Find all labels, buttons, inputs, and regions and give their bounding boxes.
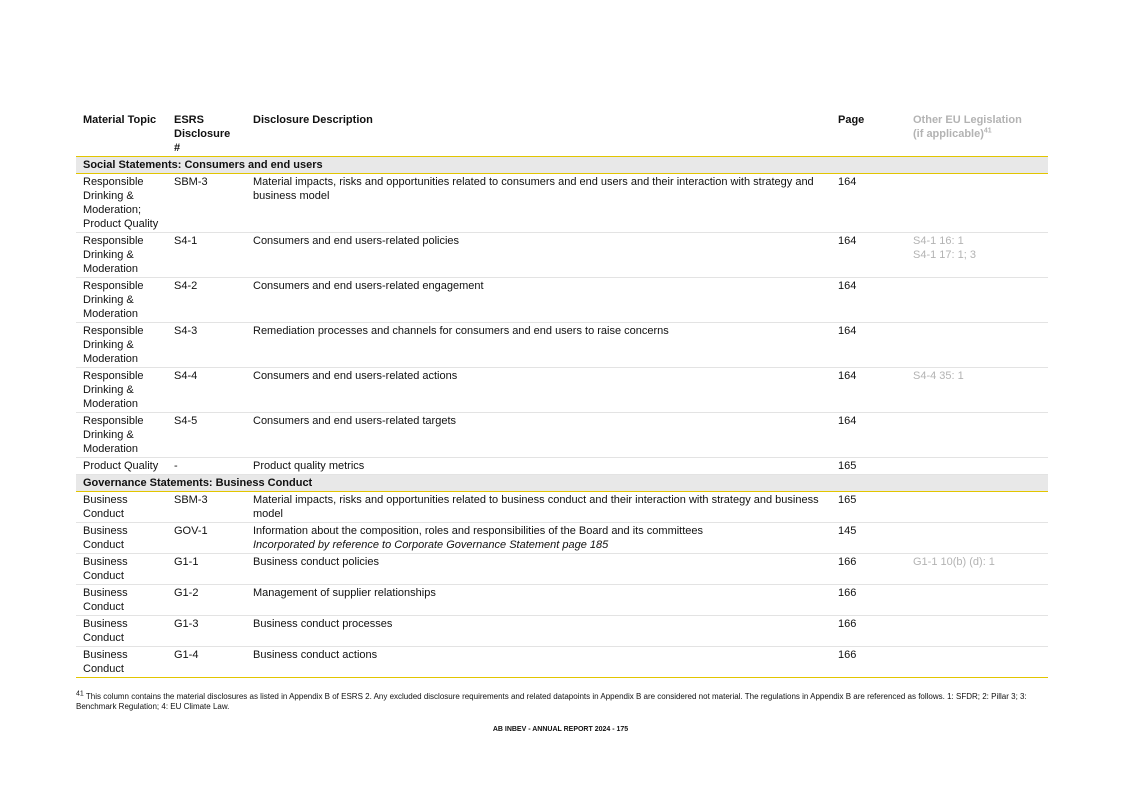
topic-line: Business <box>83 649 128 661</box>
header-page: Page <box>838 114 865 126</box>
description-text: Consumers and end users-related engagement <box>253 280 484 292</box>
table-header-row <box>76 112 1048 157</box>
disclosure-table <box>76 112 1048 678</box>
table-row <box>76 554 1048 585</box>
cell-material-topic <box>76 278 167 323</box>
topic-line: Product Quality <box>83 460 159 472</box>
cell-material-topic <box>76 554 167 585</box>
cell-esrs-code: S4-5 <box>167 413 246 458</box>
cell-other-legislation <box>906 174 1048 233</box>
description-text: Material impacts, risks and opportunities related to business conduct and their interaction with strategy and business model <box>253 494 819 520</box>
other-legislation-line: S4-1 16: 1 <box>913 235 964 247</box>
cell-material-topic <box>76 323 167 368</box>
section-header-row <box>76 475 1048 492</box>
cell-other-legislation <box>906 616 1048 647</box>
cell-description <box>246 413 831 458</box>
cell-page: 166 <box>831 554 906 585</box>
cell-page: 164 <box>831 323 906 368</box>
cell-other-legislation <box>906 647 1048 678</box>
cell-material-topic <box>76 647 167 678</box>
topic-line: Business <box>83 618 128 630</box>
cell-page: 164 <box>831 368 906 413</box>
topic-line: Business <box>83 494 128 506</box>
topic-line: Conduct <box>83 539 124 551</box>
header-other-line1: Other EU Legislation <box>913 114 1022 126</box>
topic-line: Responsible <box>83 325 144 337</box>
cell-description <box>246 233 831 278</box>
cell-esrs-code: S4-2 <box>167 278 246 323</box>
cell-material-topic <box>76 174 167 233</box>
header-material-topic: Material Topic <box>83 114 157 126</box>
topic-line: Responsible <box>83 415 144 427</box>
topic-line: Conduct <box>83 632 124 644</box>
cell-page: 166 <box>831 647 906 678</box>
page-footer: AB INBEV - ANNUAL REPORT 2024 - 175 <box>492 726 629 733</box>
table-row <box>76 174 1048 233</box>
section-header-row <box>76 157 1048 174</box>
description-text: Business conduct policies <box>253 556 379 568</box>
cell-other-legislation <box>906 492 1048 523</box>
cell-description <box>246 458 831 475</box>
footnote <box>76 692 1036 712</box>
description-text: Consumers and end users-related actions <box>253 370 458 382</box>
header-esrs-disclosure <box>167 112 246 157</box>
table-row <box>76 323 1048 368</box>
topic-line: Drinking & <box>83 294 134 306</box>
cell-page: 145 <box>831 523 906 554</box>
cell-material-topic <box>76 413 167 458</box>
cell-page: 164 <box>831 278 906 323</box>
topic-line: Responsible <box>83 280 144 292</box>
description-text: Consumers and end users-related policies <box>253 235 460 247</box>
topic-line: Responsible <box>83 370 144 382</box>
cell-description <box>246 554 831 585</box>
cell-other-legislation <box>906 413 1048 458</box>
cell-esrs-code: G1-3 <box>167 616 246 647</box>
header-esrs-line2: Disclosure # <box>174 128 231 154</box>
cell-esrs-code: SBM-3 <box>167 492 246 523</box>
cell-material-topic <box>76 616 167 647</box>
topic-line: Conduct <box>83 570 124 582</box>
description-text: Material impacts, risks and opportunities related to consumers and end users and their interaction with strategy and business model <box>253 176 814 202</box>
topic-line: Moderation; <box>83 204 142 216</box>
header-footnote-marker: 41 <box>983 127 992 135</box>
description-text: Business conduct actions <box>253 649 378 661</box>
description-text: Remediation processes and channels for consumers and end users to raise concerns <box>253 325 669 337</box>
cell-other-legislation <box>906 554 1048 585</box>
cell-page: 164 <box>831 174 906 233</box>
topic-line: Business <box>83 587 128 599</box>
topic-line: Moderation <box>83 308 139 320</box>
other-legislation-line: G1-1 10(b) (d): 1 <box>913 556 995 568</box>
table-body <box>76 157 1048 678</box>
table-row <box>76 616 1048 647</box>
table-row <box>76 523 1048 554</box>
cell-other-legislation <box>906 368 1048 413</box>
table-row <box>76 458 1048 475</box>
cell-other-legislation <box>906 278 1048 323</box>
topic-line: Conduct <box>83 508 124 520</box>
cell-page: 166 <box>831 585 906 616</box>
header-other-line2 <box>913 127 1041 141</box>
cell-page: 166 <box>831 616 906 647</box>
cell-other-legislation <box>906 233 1048 278</box>
cell-description <box>246 647 831 678</box>
other-legislation-line: S4-4 35: 1 <box>913 370 964 382</box>
cell-material-topic <box>76 458 167 475</box>
section-title: Governance Statements: Business Conduct <box>76 475 1048 492</box>
cell-material-topic <box>76 523 167 554</box>
cell-description <box>246 616 831 647</box>
cell-other-legislation <box>906 523 1048 554</box>
cell-material-topic <box>76 368 167 413</box>
table-row <box>76 278 1048 323</box>
topic-line: Drinking & <box>83 249 134 261</box>
topic-line: Conduct <box>83 601 124 613</box>
cell-page: 164 <box>831 413 906 458</box>
topic-line: Drinking & <box>83 384 134 396</box>
footnote-marker: 41 <box>76 690 84 698</box>
cell-other-legislation <box>906 458 1048 475</box>
topic-line: Conduct <box>83 663 124 675</box>
topic-line: Moderation <box>83 443 139 455</box>
table-row <box>76 647 1048 678</box>
cell-esrs-code: S4-4 <box>167 368 246 413</box>
cell-description <box>246 174 831 233</box>
topic-line: Business <box>83 525 128 537</box>
description-text: Consumers and end users-related targets <box>253 415 456 427</box>
cell-material-topic <box>76 492 167 523</box>
header-other-line2-text: (if applicable) <box>913 128 984 140</box>
description-text: Information about the composition, roles and responsibilities of the Board and its committees <box>253 525 704 537</box>
topic-line: Product Quality <box>83 218 159 230</box>
cell-esrs-code: G1-4 <box>167 647 246 678</box>
table-row <box>76 368 1048 413</box>
topic-line: Responsible <box>83 176 144 188</box>
cell-description <box>246 585 831 616</box>
cell-description <box>246 523 831 554</box>
cell-esrs-code: SBM-3 <box>167 174 246 233</box>
topic-line: Moderation <box>83 263 139 275</box>
table-row <box>76 413 1048 458</box>
topic-line: Drinking & <box>83 429 134 441</box>
cell-page: 165 <box>831 492 906 523</box>
table-row <box>76 233 1048 278</box>
topic-line: Business <box>83 556 128 568</box>
cell-esrs-code: GOV-1 <box>167 523 246 554</box>
cell-esrs-code: G1-1 <box>167 554 246 585</box>
table-row <box>76 492 1048 523</box>
topic-line: Moderation <box>83 353 139 365</box>
topic-line: Moderation <box>83 398 139 410</box>
topic-line: Responsible <box>83 235 144 247</box>
header-esrs-line1: ESRS <box>174 114 204 126</box>
cell-description <box>246 323 831 368</box>
description-text: Management of supplier relationships <box>253 587 436 599</box>
disclosure-table-container <box>76 112 1048 678</box>
description-text: Product quality metrics <box>253 460 365 472</box>
description-text: Business conduct processes <box>253 618 393 630</box>
cell-description <box>246 368 831 413</box>
cell-esrs-code: G1-2 <box>167 585 246 616</box>
cell-other-legislation <box>906 585 1048 616</box>
table-row <box>76 585 1048 616</box>
cell-description <box>246 492 831 523</box>
cell-page: 164 <box>831 233 906 278</box>
cell-esrs-code: - <box>167 458 246 475</box>
cell-description <box>246 278 831 323</box>
incorporated-by-reference-note: Incorporated by reference to Corporate Governance Statement page 185 <box>253 539 609 551</box>
cell-esrs-code: S4-1 <box>167 233 246 278</box>
footnote-text: This column contains the material disclosures as listed in Appendix B of ESRS 2. Any excluded disclosure requirements and related datapoints in Appendix B are considered not material. The regulations in Appendix B are referenced as follows. 1: SFDR; 2: Pillar 3; 3: Benchmark Regulation; 4: EU Climate Law. <box>76 692 1027 711</box>
cell-material-topic <box>76 233 167 278</box>
cell-esrs-code: S4-3 <box>167 323 246 368</box>
header-disclosure-description: Disclosure Description <box>253 114 373 126</box>
topic-line: Drinking & <box>83 339 134 351</box>
topic-line: Drinking & <box>83 190 134 202</box>
cell-other-legislation <box>906 323 1048 368</box>
cell-material-topic <box>76 585 167 616</box>
section-title: Social Statements: Consumers and end users <box>76 157 1048 174</box>
other-legislation-line: S4-1 17: 1; 3 <box>913 249 976 261</box>
cell-page: 165 <box>831 458 906 475</box>
header-other-eu-legislation <box>906 112 1048 157</box>
